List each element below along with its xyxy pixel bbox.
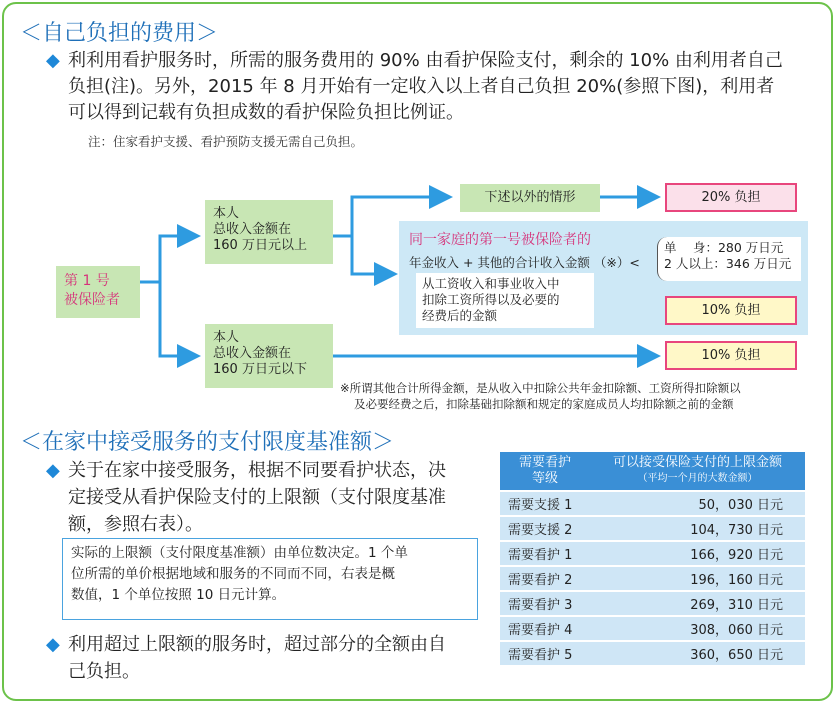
para-line: 利利用看护服务时，所需的服务费用的 90% 由看护保险支付，剩余的 10% 由利用者自己 xyxy=(68,50,783,71)
box-line: 总收入金额在 xyxy=(213,222,292,237)
header-text: 可以接受保险支付的上限金额 xyxy=(612,455,782,470)
level-cell: 需要看护 1 xyxy=(500,542,590,565)
diamond-bullet-icon: ◆ xyxy=(46,460,60,481)
other-case-box: 下述以外的情形 xyxy=(460,184,600,212)
table-row xyxy=(500,617,805,640)
header-text: 等级 xyxy=(531,471,558,486)
para-line: 负担(注)。另外，2015 年 8 月开始有一定收入以上者自己负担 20%(参照下图)，利用者 xyxy=(68,76,775,97)
amount-cell: 50，030 日元 xyxy=(590,492,805,515)
footnote-line: 及必要经费之后，扣除基础扣除额和规定的家庭成员人均扣除额之前的金额 xyxy=(354,397,734,411)
threshold-two: 2 人以上：346 万日元 xyxy=(664,256,792,271)
amount-cell: 196，160 日元 xyxy=(590,567,805,590)
diamond-bullet-icon: ◆ xyxy=(46,50,60,71)
footnote-line: ※所谓其他合计所得金额，是从收入中扣除公共年金扣除额、工资所得扣除额以 xyxy=(340,381,741,395)
burden-10-box: 10% 负担 xyxy=(665,296,797,325)
section-title-self-burden: ＜自己负担的费用＞ xyxy=(20,21,219,46)
level-cell: 需要支援 1 xyxy=(500,492,590,515)
section-title-limit: ＜在家中接受服务的支付限度基准额＞ xyxy=(20,430,395,455)
payment-limit-table xyxy=(500,450,805,667)
deduction-box xyxy=(416,273,594,328)
level-cell: 需要看护 4 xyxy=(500,617,590,640)
callout-line: 实际的上限额（支付限度基准额）由单位数决定。1 个单 xyxy=(71,545,408,561)
header-text: 需要看护 xyxy=(518,455,571,470)
amount-cell: 308，060 日元 xyxy=(590,617,805,640)
level-cell: 需要看护 5 xyxy=(500,642,590,665)
diamond-bullet-icon: ◆ xyxy=(46,634,60,655)
household-title: 同一家庭的第一号被保险者的 xyxy=(409,232,591,248)
box-line: 160 万日元以下 xyxy=(213,362,307,377)
header-level xyxy=(500,452,590,490)
amount-cell: 104，730 日元 xyxy=(590,517,805,540)
box-line: 扣除工资所得以及必要的 xyxy=(422,292,560,307)
level-cell: 需要看护 3 xyxy=(500,592,590,615)
box-line: 经费后的金额 xyxy=(422,308,498,323)
first-insured-box xyxy=(56,266,140,318)
burden-20-box: 20% 负担 xyxy=(665,183,797,212)
threshold-single: 单 身：280 万日元 xyxy=(664,240,784,255)
para-line: 额，参照右表）。 xyxy=(68,514,203,535)
box-line: 从工资收入和事业收入中 xyxy=(422,276,560,291)
box-line: 160 万日元以上 xyxy=(213,238,307,253)
para-line: 定接受从看护保险支付的上限额（支付限度基准 xyxy=(68,487,446,508)
household-income: 年金收入 + 其他的合计收入金额 （※）< xyxy=(409,255,640,270)
table-row xyxy=(500,517,805,540)
insured-label: 第 1 号 xyxy=(64,273,110,289)
burden-10-box: 10% 负担 xyxy=(665,341,797,370)
para-line: 关于在家中接受服务，根据不同要看护状态，决 xyxy=(68,460,446,481)
box-line: 本人 xyxy=(213,206,240,221)
box-line: 本人 xyxy=(213,330,240,345)
level-cell: 需要看护 2 xyxy=(500,567,590,590)
table-row xyxy=(500,542,805,565)
table-header-row xyxy=(500,452,805,490)
amount-cell: 166，920 日元 xyxy=(590,542,805,565)
unit-note-box xyxy=(62,538,478,620)
para-line: 利用超过上限额的服务时，超过部分的全额由自 xyxy=(68,634,446,655)
callout-line: 位所需的单价根据地域和服务的不同而不同，右表是概 xyxy=(71,566,395,582)
amount-cell: 269，310 日元 xyxy=(590,592,805,615)
box-line: 总收入金额在 xyxy=(213,346,292,361)
header-text: （平均一个月的大数金额） xyxy=(637,473,758,484)
amount-cell: 360，650 日元 xyxy=(590,642,805,665)
table-row xyxy=(500,492,805,515)
para-line: 己负担。 xyxy=(68,661,140,682)
callout-line: 数值，1 个单位按照 10 日元计算。 xyxy=(71,587,286,603)
table-row xyxy=(500,642,805,665)
table-row xyxy=(500,567,805,590)
level-cell: 需要支援 2 xyxy=(500,517,590,540)
header-amount xyxy=(590,452,805,490)
threshold-box xyxy=(657,237,801,281)
footnote xyxy=(340,380,741,412)
income-over-box xyxy=(205,200,333,264)
note: 注：住家看护支援、看护预防支援无需自己负担。 xyxy=(88,134,364,149)
para-line: 可以得到记载有负担成数的看护保险负担比例证。 xyxy=(68,102,464,123)
income-under-box xyxy=(205,324,333,388)
table-row xyxy=(500,592,805,615)
insured-label: 被保险者 xyxy=(64,292,120,308)
